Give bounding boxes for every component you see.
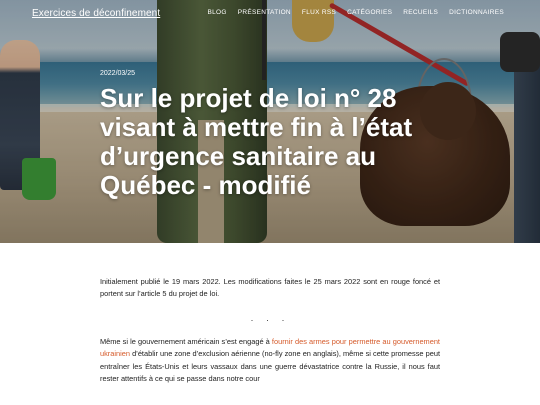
weapons-link[interactable]: fournir des armes pour permettre au gouvernement ukrainien [100, 336, 440, 359]
post-date: 2022/03/25 [100, 70, 136, 77]
nav-item-blog[interactable]: BLOG [207, 9, 227, 16]
nav-item-presentation[interactable]: PRÉSENTATION [237, 9, 291, 16]
section-separator: · · · [250, 314, 290, 325]
nav-item-recueils[interactable]: RECUEILS [403, 9, 439, 16]
paragraph-text-end: d’établir une zone d’exclusion aérienne (no-fly zone en anglais), même si cette promesse peut entraîner les États-Unis et leurs vassaux dans une guerre dévastatrice contre la Russie, il nous faut rester attentifs à ce qui se passe dans notre cour [100, 349, 440, 384]
article-intro: Initialement publié le 19 mars 2022. Les modifications faites le 25 mars 2022 sont en rouge foncé et portent sur l’article 5 du projet de loi. [100, 277, 440, 299]
nav-item-rss[interactable]: FLUX RSS [301, 9, 337, 16]
nav-item-dictionnaires[interactable]: DICTIONNAIRES [449, 9, 504, 16]
article-body [100, 276, 440, 385]
article-paragraph [100, 336, 440, 386]
site-title-link[interactable]: Exercices de déconfinement [32, 8, 161, 19]
post-title: Sur le projet de loi n° 28 visant à mettre fin à l’état d’urgence sanitaire au Québec - modifié [100, 83, 413, 200]
main-nav [207, 9, 504, 16]
paragraph-text-start: Même si le gouvernement américain s’est engagé à [100, 336, 272, 346]
nav-item-categories[interactable]: CATÉGORIES [347, 9, 393, 16]
